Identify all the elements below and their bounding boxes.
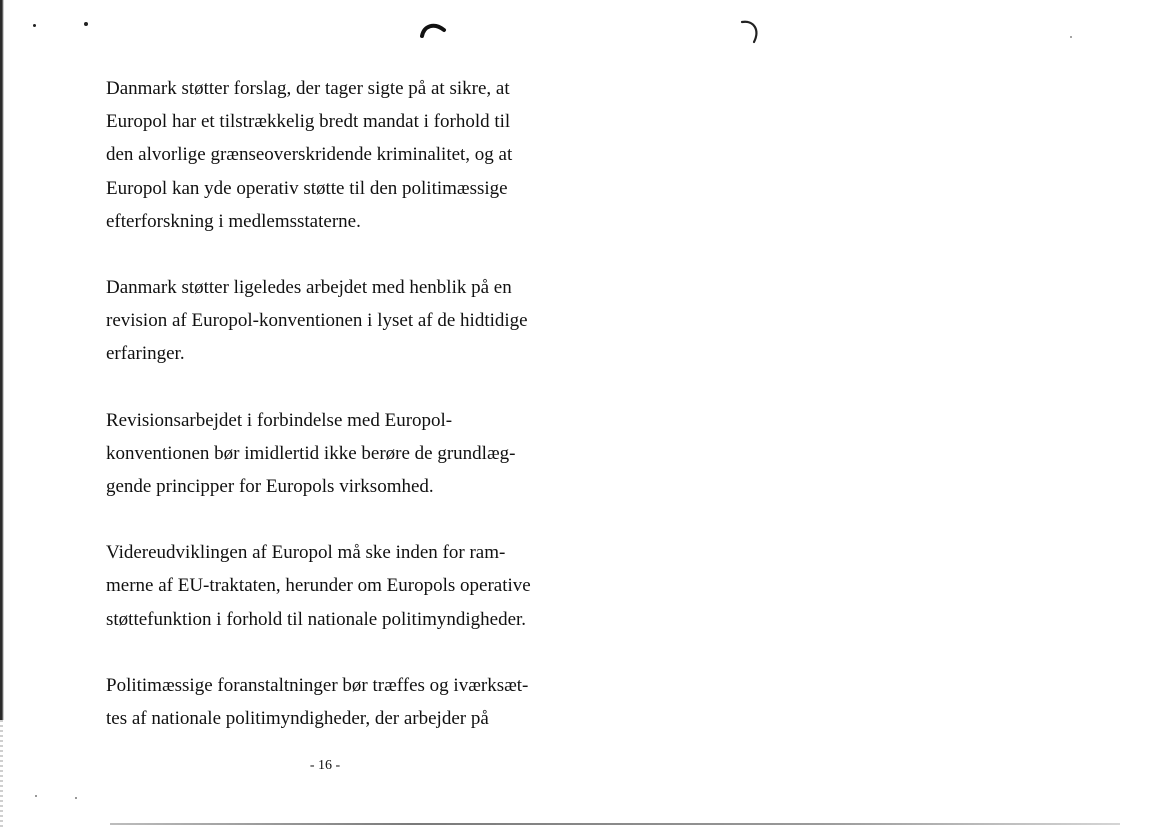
text-line: erfaringer. [106, 343, 185, 365]
punch-hole-mark-right [736, 16, 766, 48]
text-line: Videreudviklingen af Europol må ske inden for ram- [106, 542, 506, 564]
scan-edge-noise [0, 720, 3, 827]
text-line: Danmark støtter forslag, der tager sigte på at sikre, at [106, 78, 510, 99]
scan-speck [35, 795, 37, 797]
paragraph [106, 536, 566, 636]
paragraph [106, 72, 566, 238]
text-line: merne af EU-traktaten, herunder om Europols operative [106, 575, 531, 597]
text-line: revision af Europol-konventionen i lyset af de hidtidige [106, 310, 528, 332]
text-line: efterforskning i medlemsstaterne. [106, 210, 361, 232]
punch-hole-mark-left [418, 18, 450, 40]
scan-bottom-edge [110, 823, 1120, 825]
text-line: Danmark støtter ligeledes arbejdet med henblik på en [106, 277, 512, 299]
text-line: den alvorlige grænseoverskridende kriminalitet, og at [106, 144, 513, 166]
scan-speck [33, 24, 36, 27]
text-line: Europol har et tilstrækkelig bredt mandat i forhold til [106, 111, 511, 133]
scan-speck [1070, 36, 1072, 38]
page-number: - 16 - [309, 758, 341, 773]
text-line: tes af nationale politimyndigheder, der arbejder på [106, 708, 489, 730]
text-line: Politimæssige foranstaltninger bør træffes og iværksæt- [106, 674, 529, 696]
scan-speck [75, 797, 77, 799]
text-line: gende principper for Europols virksomhed. [106, 476, 434, 498]
text-line: Europol kan yde operativ støtte til den politimæssige [106, 177, 508, 199]
paragraph [106, 669, 566, 735]
body-text [106, 72, 566, 768]
scan-edge-shadow [0, 0, 4, 720]
text-line: konventionen bør imidlertid ikke berøre de grundlæg- [106, 442, 516, 464]
paragraph [106, 404, 566, 504]
text-line: støttefunktion i forhold til nationale politimyndigheder. [106, 608, 527, 630]
text-line: Revisionsarbejdet i forbindelse med Europol- [106, 409, 453, 431]
scan-speck [84, 22, 88, 26]
paragraph [106, 271, 566, 371]
